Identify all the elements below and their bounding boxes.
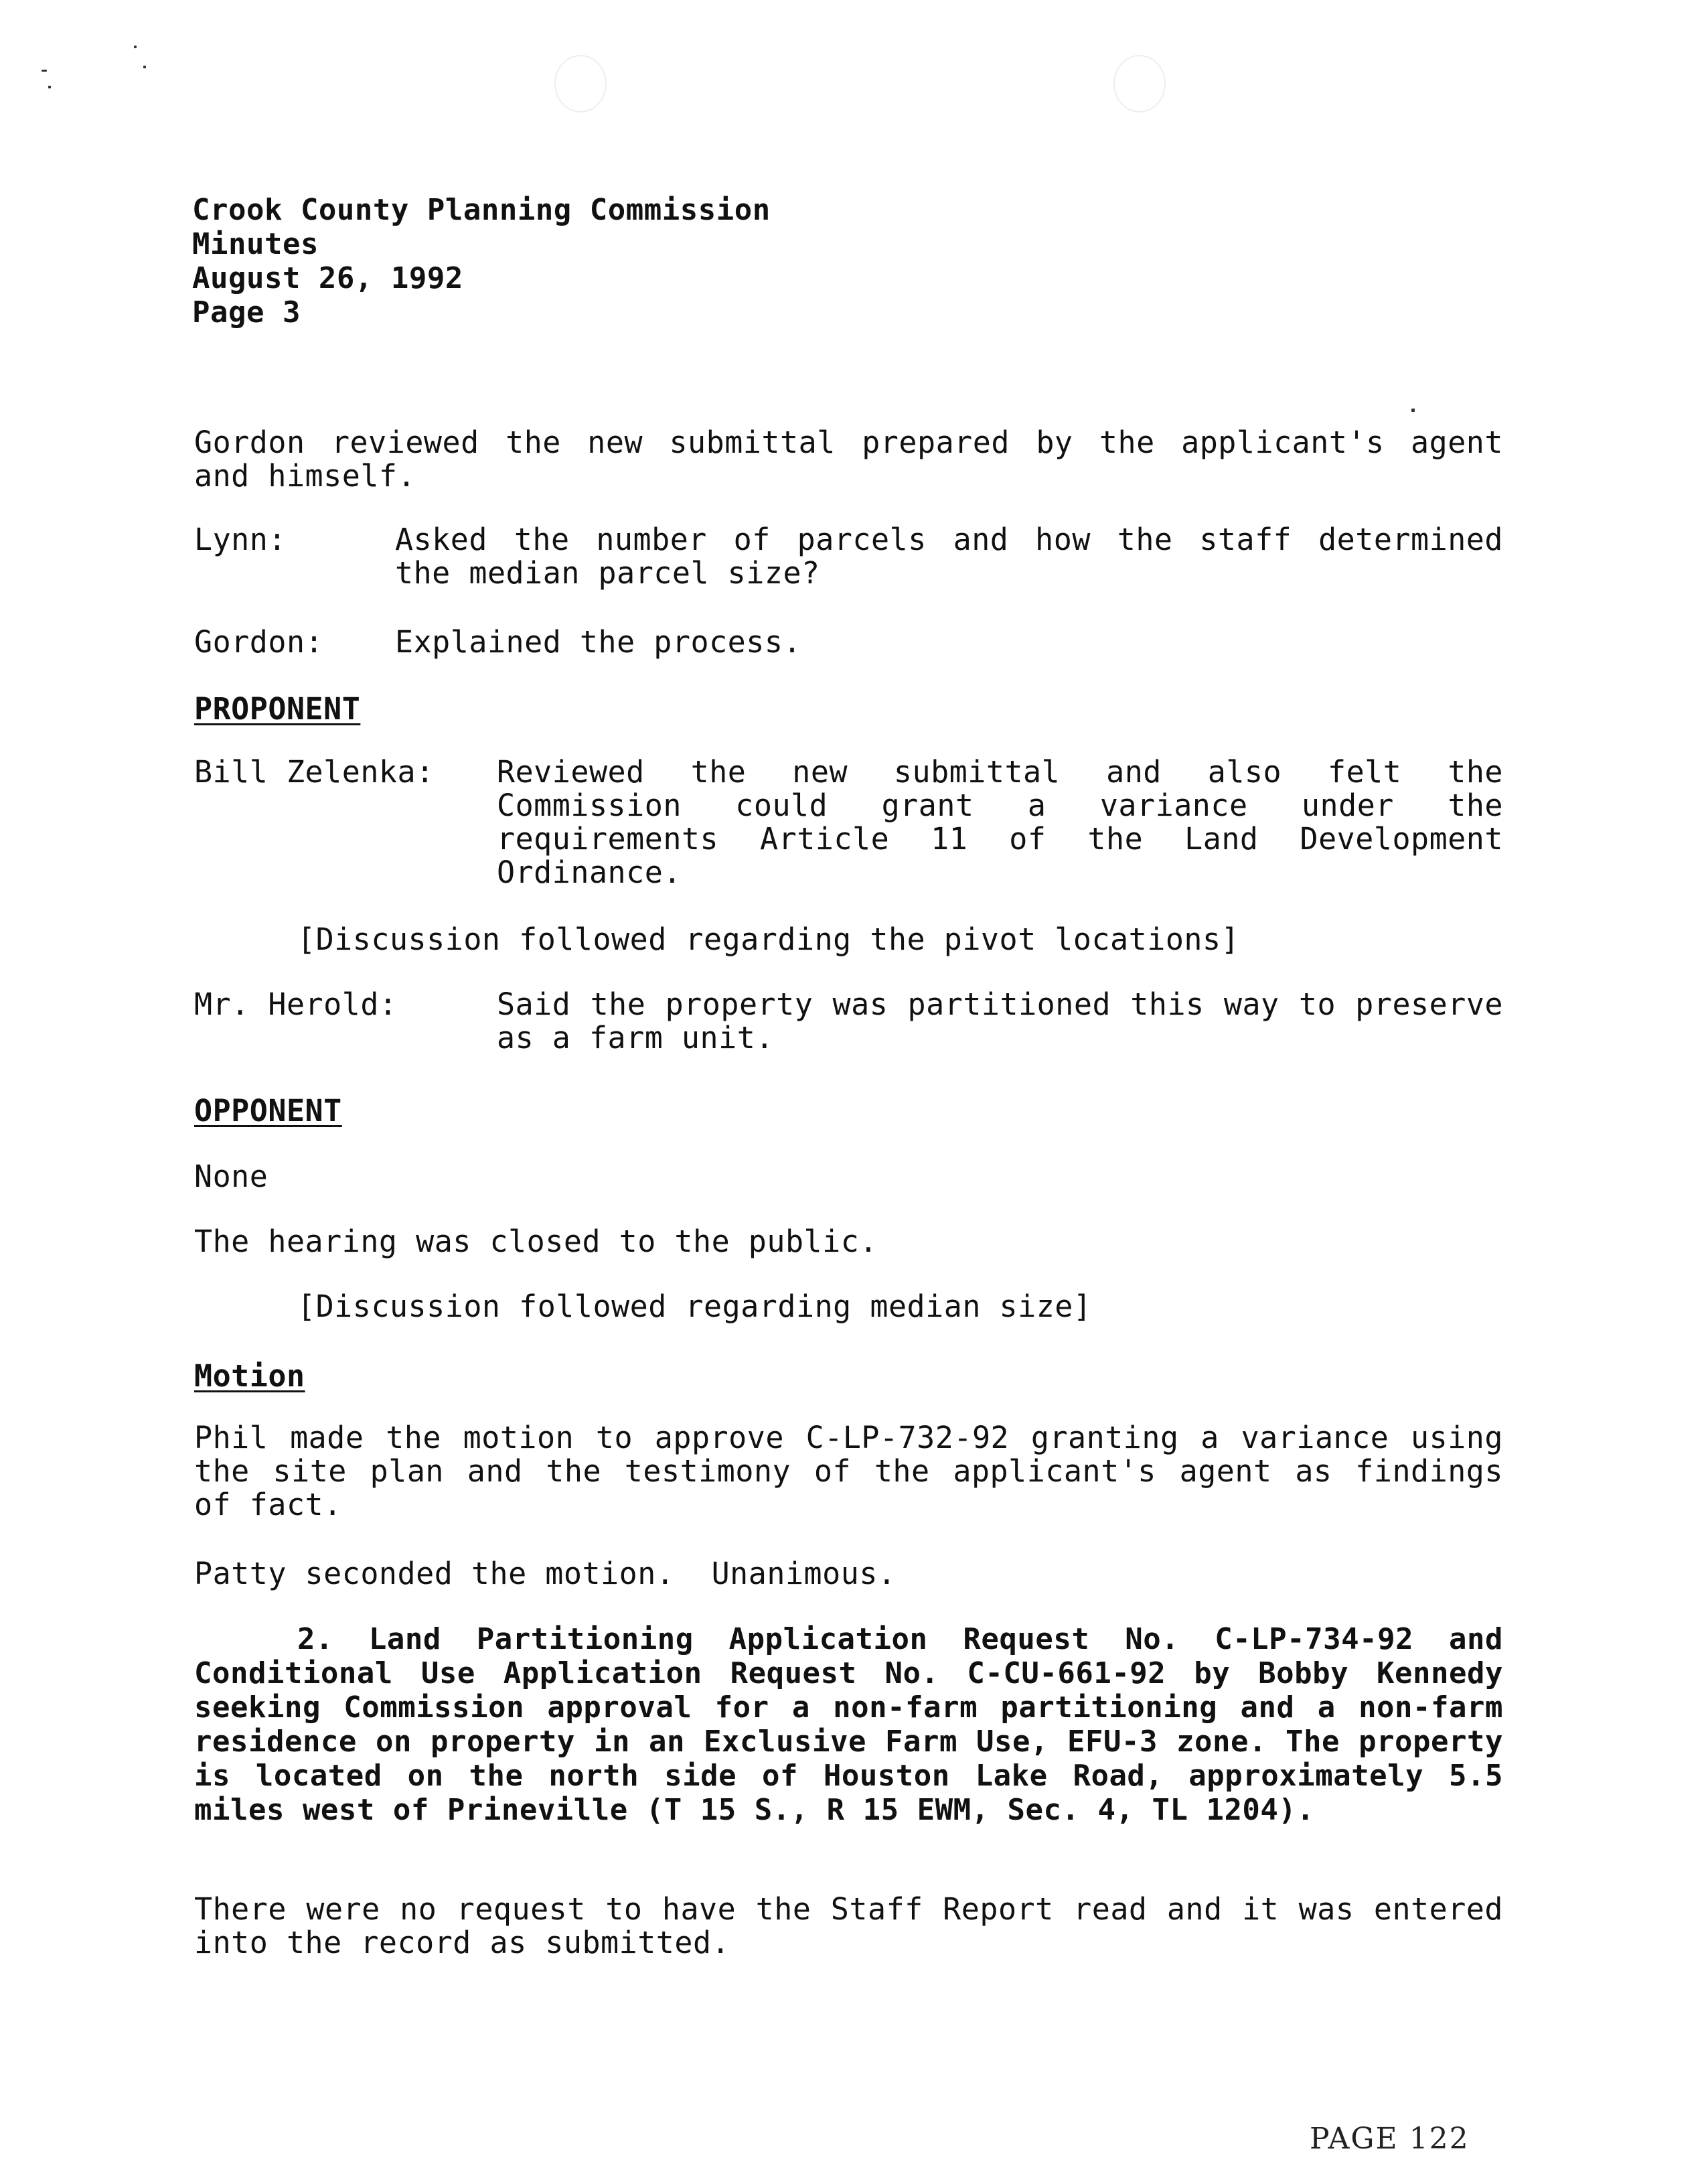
- speaker-statement: Asked the number of parcels and how the staff determined the median parcel size?: [395, 522, 1503, 591]
- seconded-statement: Patty seconded the motion. Unanimous.: [194, 1556, 897, 1591]
- discussion-note-wrapper: [194, 923, 1503, 956]
- speaker-entry: [194, 755, 1503, 889]
- motion-section: [194, 1360, 1503, 1393]
- scan-speck: [143, 66, 146, 68]
- intro-paragraph: Gordon reviewed the new submittal prepared by the applicant's agent and himself.: [194, 425, 1503, 494]
- speaker-statement: Reviewed the new submittal and also felt the Commission could grant a variance under the requirements Article 11 of the Land Development Ordinance.: [497, 754, 1503, 890]
- opponent-heading: OPPONENT: [194, 1093, 342, 1129]
- page-number-stamp: PAGE 122: [1310, 2122, 1470, 2156]
- proponent-section: [194, 693, 1503, 726]
- speaker-entry: [194, 523, 1503, 590]
- speaker-name: Gordon:: [194, 624, 324, 660]
- scan-speck: [1411, 409, 1415, 412]
- header-organization: Crook County Planning Commission: [192, 193, 771, 227]
- speaker-statement: Said the property was partitioned this way to preserve as a farm unit.: [497, 987, 1503, 1056]
- speaker-name: Mr. Herold:: [194, 987, 398, 1022]
- motion-paragraph: Phil made the motion to approve C-LP-732-92 granting a variance using the site plan and the testimony of the applicant's agent as findings of fact.: [194, 1420, 1503, 1522]
- proponent-heading: PROPONENT: [194, 691, 361, 727]
- opponent-none: None: [194, 1159, 268, 1194]
- punch-hole-left: [554, 55, 607, 113]
- scan-speck: [48, 86, 51, 88]
- discussion-note: [Discussion followed regarding the pivot locations]: [297, 922, 1240, 957]
- header-page: Page 3: [192, 295, 301, 330]
- opponent-section: [194, 1094, 1503, 1128]
- speaker-entry: [194, 988, 1503, 1055]
- staff-report-paragraph: There were no request to have the Staff Report read and it was entered into the record as submitted.: [194, 1891, 1503, 1960]
- minutes-header: [192, 193, 771, 330]
- motion-heading: Motion: [194, 1358, 305, 1394]
- speaker-statement: Explained the process.: [395, 624, 802, 660]
- agenda-item-2: 2. Land Partitioning Application Request No. C-LP-734-92 and Conditional Use Application Request No. C-CU-661-92 by Bobby Kennedy seeking Commission approval for a non-farm partitioning and a non-farm residence on property in an Exclusive Farm Use, EFU-3 zone. The property is located on the north side of Houston Lake Road, approximately 5.5 miles west of Prineville (T 15 S., R 15 EWM, Sec. 4, TL 1204).: [194, 1622, 1503, 1827]
- scan-speck: [42, 70, 47, 72]
- header-date: August 26, 1992: [192, 261, 463, 295]
- speaker-name: Bill Zelenka:: [194, 754, 435, 790]
- speaker-name: Lynn:: [194, 522, 287, 557]
- punch-hole-right: [1113, 55, 1166, 113]
- speaker-entry: [194, 626, 1503, 659]
- hearing-closed-statement: The hearing was closed to the public.: [194, 1224, 878, 1259]
- scan-speck: [134, 46, 137, 48]
- discussion-note: [Discussion followed regarding median size]: [297, 1289, 1092, 1324]
- discussion-note-wrapper: [194, 1290, 1503, 1323]
- header-document-type: Minutes: [192, 227, 319, 261]
